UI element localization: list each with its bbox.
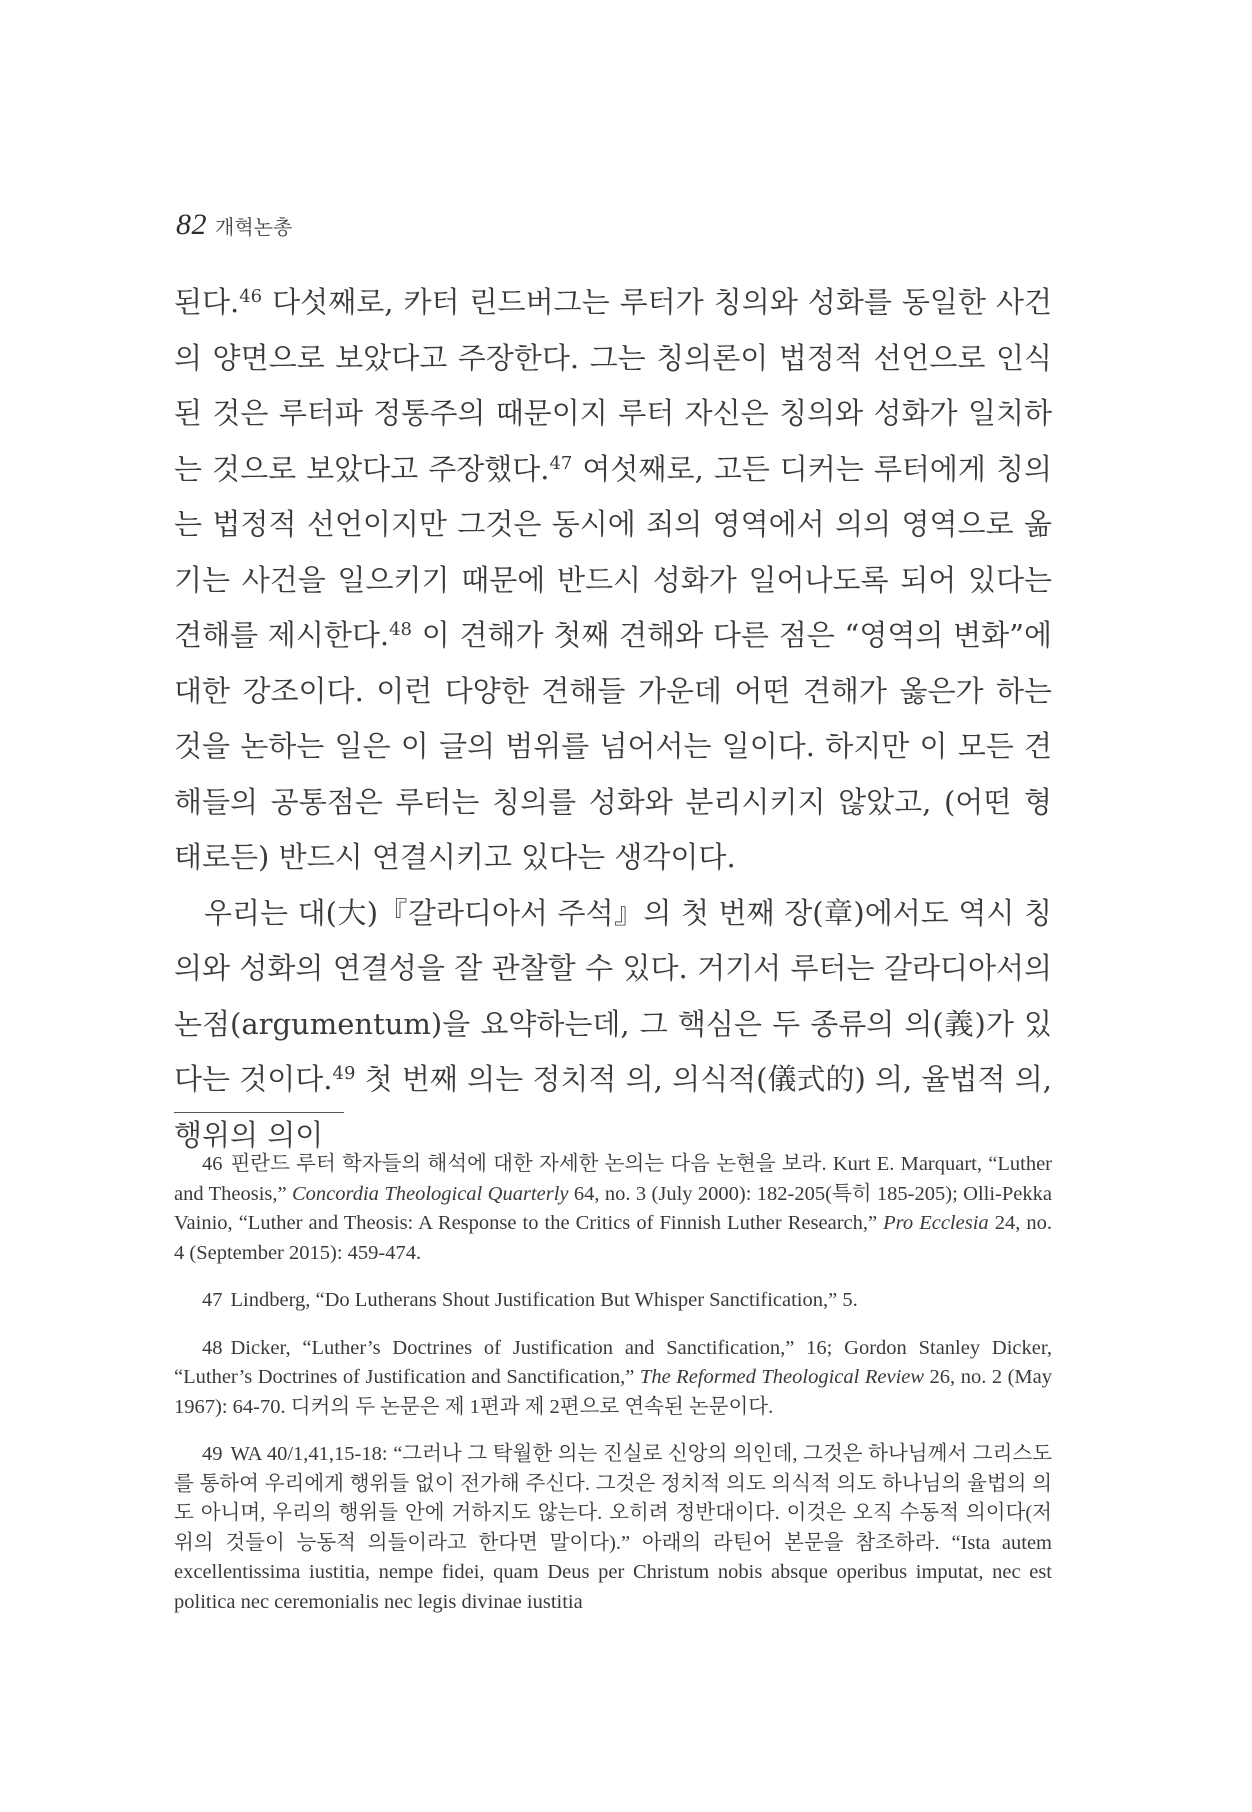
text-run: 다섯째로, 카터 린드버그는 루터가 칭의와 성화를 동일한 사건의 양면으로 보았다고 주장한다. 그는 칭의론이 법정적 선언으로 인식된 것은 루터파 정통주의 때문이지 루터 자신은 칭의와 성화가 일치하는 것으로 보았다고 주장했다. <box>174 285 1052 486</box>
footnote-49 <box>174 1440 1052 1617</box>
footnote-ref-46: 46 <box>239 286 263 308</box>
footnote-text: 26, no. 2 (May 1967): 64-70. 디커의 두 논문은 제 1편과 제 2편으로 연속된 논문이다. <box>174 1366 1053 1418</box>
footnote-ref-48: 48 <box>389 619 412 641</box>
footnote-text: Dicker, “Luther’s Doctrines of Justification and Sanctification,” 16; Gordon Stanley Dicker, “Luther’s Doctrines of Justification and Sanctification,” <box>174 1336 1052 1388</box>
text-run: 여섯째로, 고든 디커는 루터에게 칭의는 법정적 선언이지만 그것은 동시에 죄의 영역에서 의의 영역으로 옮기는 사건을 일으키기 때문에 반드시 성화가 일어나도록 되어 있다는 견해를 제시한다. <box>174 451 1052 652</box>
journal-title: The Reformed Theological Review <box>639 1366 925 1388</box>
footnote-number: 48 <box>202 1336 223 1359</box>
footnote-text: Lindberg, “Do Lutherans Shout Justification But Whisper Sanctification,” 5. <box>230 1289 858 1311</box>
footnotes <box>174 1150 1052 1635</box>
running-head <box>176 208 292 242</box>
footnote-ref-49: 49 <box>332 1063 356 1085</box>
text-run: 이 견해가 첫째 견해와 다른 점은 “영역의 변화”에 대한 강조이다. 이런 다양한 견해들 가운데 어떤 견해가 옳은가 하는 것을 논하는 일은 이 글의 범위를 넘어서는 일이다. 하지만 이 모든 견해들의 공통점은 루터는 칭의를 성화와 분리시키지 않았고, (어떤 형태로든) 반드시 연결시키고 있다는 생각이다. <box>174 618 1052 874</box>
journal-name: 개혁논총 <box>215 215 293 239</box>
footnote-divider <box>174 1112 344 1113</box>
text-run: 첫 번째 의는 정치적 의, 의식적(儀式的) 의, 율법적 의, 행위의 의이 <box>174 1062 1052 1152</box>
footnote-48 <box>174 1334 1052 1423</box>
footnote-number: 46 <box>202 1153 223 1175</box>
journal-title: Concordia Theological Quarterly <box>292 1182 569 1205</box>
paragraph-1 <box>174 275 1052 886</box>
page-number: 82 <box>176 208 207 241</box>
text-run: 된다. <box>174 285 240 319</box>
footnote-ref-47: 47 <box>549 452 573 474</box>
footnote-46 <box>174 1150 1052 1268</box>
journal-title: Pro Ecclesia <box>883 1212 989 1234</box>
text-run: 우리는 대(大)『갈라디아서 주석』의 첫 번째 장(章)에서도 역시 칭의와 성화의 연결성을 잘 관찰할 수 있다. 거기서 루터는 갈라디아서의 논점(argumentum)을 요약하는데, 그 핵심은 두 종류의 의(義)가 있다는 것이다. <box>174 895 1052 1096</box>
footnote-text: 24, no. 4 (September 2015): 459-474. <box>174 1212 1052 1264</box>
footnote-text: 64, no. 3 (July 2000): 182-205(특히 185-205); Olli-Pekka Vainio, “Luther and Theosis: A Response to the Critics of Finnish Luther Research,” <box>174 1182 1052 1234</box>
footnote-number: 47 <box>202 1289 223 1311</box>
body-text <box>174 275 1052 1163</box>
footnote-number: 49 <box>202 1443 223 1465</box>
footnote-text: 핀란드 루터 학자들의 해석에 대한 자세한 논의는 다음 논현을 보라. Kurt E. Marquart, “Luther and Theosis,” <box>174 1153 1052 1205</box>
footnote-47 <box>174 1286 1052 1316</box>
footnote-text: WA 40/1,41,15-18: “그러나 그 탁월한 의는 진실로 신앙의 의인데, 그것은 하나님께서 그리스도를 통하여 우리에게 행위들 없이 전가해 주신다. 그것은 정치적 의도 의식적 의도 하나님의 율법의 의도 아니며, 우리의 행위들 안에 거하지도 않는다. 오히려 정반대이다. 이것은 오직 수동적 의이다(저 위의 것들이 능동적 의들이라고 한다면 말이다).” 아래의 라틴어 본문을 참조하라. “Ista autem excellentissima iustitia, nempe fidei, quam Deus per Christum nobis absque operibus imputat, nec est politica nec ceremonialis nec legis divinae iustitia <box>174 1443 1052 1613</box>
paragraph-2 <box>174 886 1052 1164</box>
